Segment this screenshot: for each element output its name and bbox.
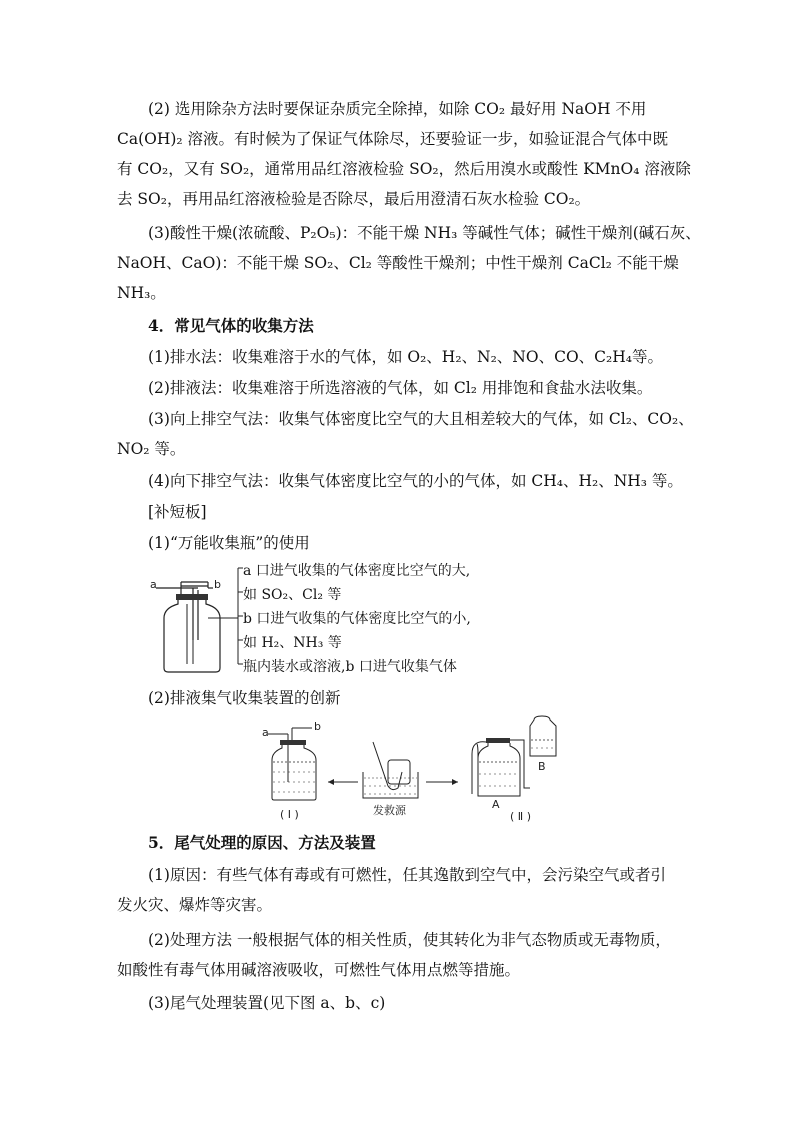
fig2-label-A: A	[492, 798, 500, 811]
fig1-port-a: a	[150, 578, 157, 591]
fig2-label-I: ( Ⅰ )	[280, 808, 299, 821]
fig1-line-5: 瓶内装水或溶液,b 口进气收集气体	[243, 659, 457, 675]
fig1-line-1: a 口进气收集的气体密度比空气的大,	[243, 563, 471, 579]
universal-bottle-title: (1)“万能收集瓶”的使用	[148, 534, 310, 552]
device-II-icon	[472, 716, 556, 823]
fig2-port-a: a	[262, 726, 269, 739]
fig1-line-3: b 口进气收集的气体密度比空气的小,	[243, 611, 471, 627]
collect-3-line-1: (3)向上排空气法：收集气体密度比空气的大且相差较大的气体，如 Cl₂、CO₂、	[148, 410, 694, 428]
section-5-heading: 5．尾气处理的原因、方法及装置	[148, 833, 376, 852]
tail-2-line-2: 如酸性有毒气体用碱溶液吸收，可燃性气体用点燃等措施。	[117, 961, 521, 979]
collect-2: (2)排液法：收集难溶于所选溶液的气体，如 Cl₂ 用排饱和食盐水法收集。	[148, 379, 653, 397]
arrow-left-icon	[328, 779, 334, 785]
device-I-icon	[262, 720, 321, 821]
para-3-line-2: NaOH、CaO)：不能干燥 SO₂、Cl₂ 等酸性干燥剂；中性干燥剂 CaCl₂ 不能干燥	[117, 254, 679, 272]
fig2-port-b: b	[314, 720, 321, 733]
para-2-line-4: 去 SO₂，再用品红溶液检验是否除尽，最后用澄清石灰水检验 CO₂。	[117, 190, 591, 208]
tail-1-line-2: 发火灾、爆炸等灾害。	[117, 896, 273, 914]
fig1-port-b: b	[214, 578, 221, 591]
liquid-collection-figure	[258, 712, 558, 830]
collect-1: (1)排水法：收集难溶于水的气体，如 O₂、H₂、N₂、NO、CO、C₂H₄等。	[148, 348, 663, 366]
gas-source-icon	[363, 742, 418, 817]
brace-icon	[203, 560, 243, 680]
para-3-line-1: (3)酸性干燥(浓硫酸、P₂O₅)：不能干燥 NH₃ 等碱性气体；碱性干燥剂(碱石灰、	[148, 224, 701, 242]
supplement-tag: [补短板]	[148, 503, 207, 521]
tail-3: (3)尾气处理装置(见下图 a、b、c)	[148, 994, 386, 1012]
para-2-line-2: Ca(OH)₂ 溶液。有时候为了保证气体除尽，还要验证一步，如验证混合气体中既	[117, 130, 669, 148]
collect-3-line-2: NO₂ 等。	[117, 440, 186, 458]
liquid-collection-title: (2)排液集气收集装置的创新	[148, 689, 341, 707]
para-3-line-3: NH₃。	[117, 284, 166, 302]
fig2-source-label: 发救源	[373, 804, 406, 817]
section-4-heading: 4．常见气体的收集方法	[148, 316, 314, 335]
fig2-label-B: B	[538, 760, 546, 773]
fig1-line-4: 如 H₂、NH₃ 等	[243, 635, 342, 651]
tail-1-line-1: (1)原因：有些气体有毒或有可燃性，任其逸散到空气中，会污染空气或者引	[148, 866, 666, 884]
para-2-line-3: 有 CO₂，又有 SO₂，通常用品红溶液检验 SO₂，然后用溴水或酸性 KMnO₄ 溶液除	[117, 160, 691, 178]
fig1-line-2: 如 SO₂、Cl₂ 等	[243, 587, 342, 603]
para-2-line-1: (2) 选用除杂方法时要保证杂质完全除掉，如除 CO₂ 最好用 NaOH 不用	[148, 100, 647, 118]
arrow-right-icon	[452, 779, 458, 785]
tail-2-line-1: (2)处理方法 一般根据气体的相关性质，使其转化为非气态物质或无毒物质，	[148, 931, 671, 949]
collect-4: (4)向下排空气法：收集气体密度比空气的小的气体，如 CH₄、H₂、NH₃ 等。	[148, 472, 683, 490]
fig2-label-II: ( Ⅱ )	[510, 810, 531, 823]
